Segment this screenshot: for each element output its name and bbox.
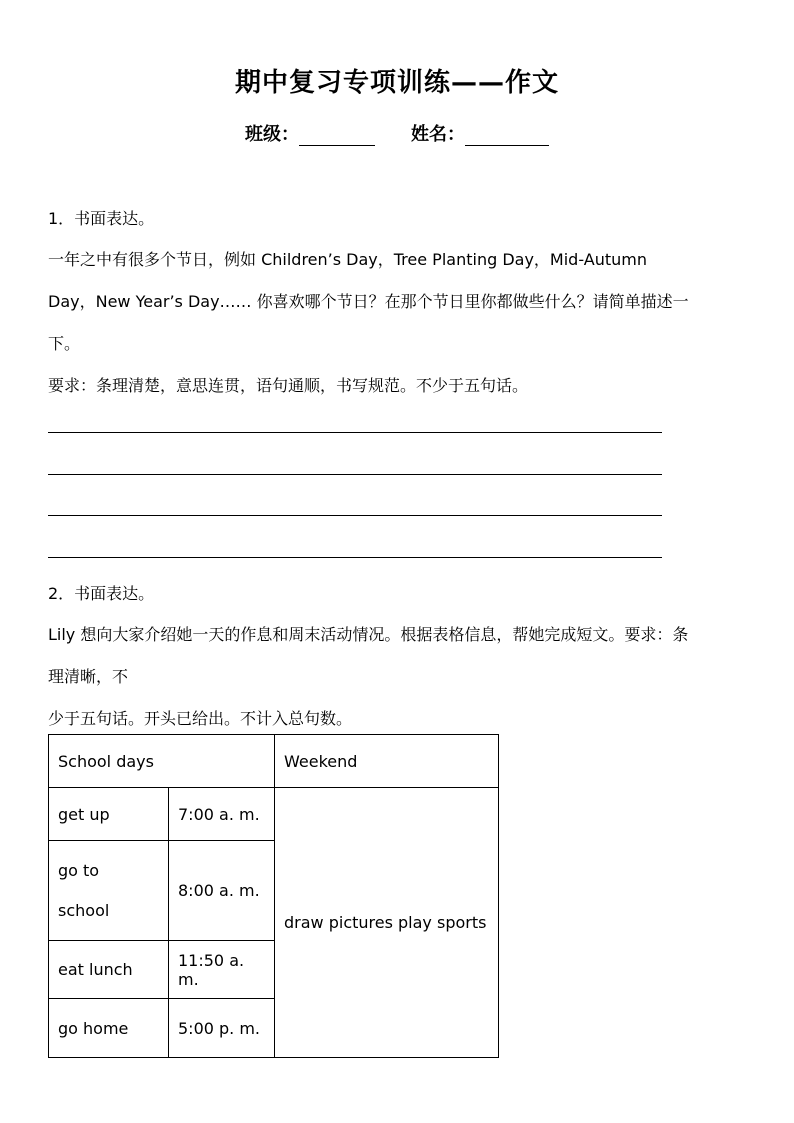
- schedule-table: [48, 734, 499, 1058]
- activity-cell: eat lunch: [49, 941, 169, 999]
- weekend-header: Weekend: [275, 735, 499, 788]
- q1-heading: 1．书面表达。: [48, 209, 155, 228]
- q1-prompt-line-3: 下。: [48, 334, 81, 353]
- student-info: [0, 120, 794, 146]
- school-days-header: School days: [49, 735, 275, 788]
- activity-cell: [49, 841, 169, 941]
- answer-line[interactable]: [48, 515, 662, 516]
- time-cell: 11:50 a. m.: [169, 941, 275, 999]
- table-row: [49, 788, 499, 841]
- weekend-activities-cell: draw pictures play sports: [275, 788, 499, 1058]
- activity-line: go to: [58, 860, 100, 880]
- activity-cell: go home: [49, 999, 169, 1058]
- answer-line[interactable]: [48, 557, 662, 558]
- activity-cell: get up: [49, 788, 169, 841]
- answer-line[interactable]: [48, 474, 662, 475]
- q2-prompt-line-3: 少于五句话。开头已给出。不计入总句数。: [48, 709, 353, 728]
- q2-prompt-line-2: 理清晰，不: [48, 667, 129, 686]
- page-title: 期中复习专项训练——作文: [234, 68, 559, 98]
- class-label: 班级：: [245, 124, 299, 145]
- q1-prompt-line-2: Day，New Year’s Day…… 你喜欢哪个节日？在那个节日里你都做些什么？请简单描述一: [48, 292, 689, 311]
- time-cell: 5:00 p. m.: [169, 999, 275, 1058]
- name-label: 姓名：: [411, 124, 465, 145]
- q1-prompt-line-1: 一年之中有很多个节日，例如 Children’s Day，Tree Planting Day，Mid-Autumn: [48, 250, 647, 269]
- answer-line[interactable]: [48, 432, 662, 433]
- name-blank[interactable]: [465, 125, 549, 146]
- q2-heading: 2．书面表达。: [48, 584, 155, 603]
- time-cell: 8:00 a. m.: [169, 841, 275, 941]
- time-cell: 7:00 a. m.: [169, 788, 275, 841]
- activity-line: school: [58, 900, 110, 920]
- q1-requirement: 要求：条理清楚，意思连贯，语句通顺，书写规范。不少于五句话。: [48, 376, 529, 395]
- table-row: [49, 735, 499, 788]
- class-blank[interactable]: [299, 125, 375, 146]
- q2-prompt-line-1: Lily 想向大家介绍她一天的作息和周末活动情况。根据表格信息，帮她完成短文。要求：条: [48, 625, 689, 644]
